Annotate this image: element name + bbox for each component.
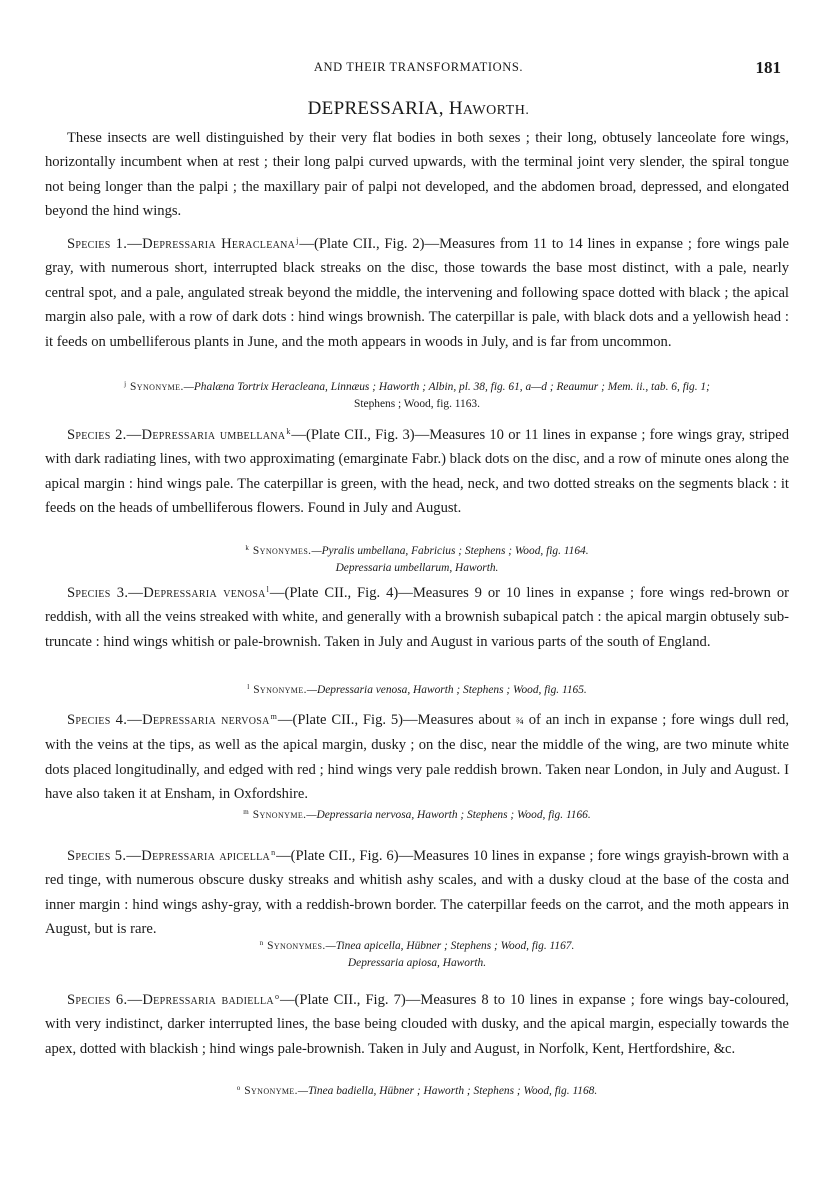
species-paragraph	[45, 841, 789, 942]
synonym-line: $^n$ Synonymes.—Tinea apicella, Hübner ; Stephens ; Wood, fig. 1167.	[259, 939, 575, 952]
footnote-ref: j	[296, 236, 299, 245]
species-entry	[45, 705, 789, 807]
species-paragraph	[45, 578, 789, 654]
running-head	[0, 58, 837, 80]
synonym-line: $^m$ Synonyme.—Depressaria nervosa, Haworth ; Stephens ; Wood, fig. 1166.	[243, 808, 591, 821]
synonym-line: $^j$ Synonyme.—Phalæna Tortrix Heracleana, Linnæus ; Haworth ; Albin, pl. 38, fig. 61, a—d ; Reaumur ; Mem. ii., tab. 6, fig. 1;	[124, 380, 710, 393]
genus-name: DEPRESSARIA,	[307, 98, 444, 119]
species-entry	[45, 985, 789, 1061]
species-entry	[45, 420, 789, 521]
synonym-footnote	[45, 376, 789, 413]
species-description: —(Plate CII., Fig. 5)—Measures about	[277, 712, 516, 728]
species-description: —(Plate CII., Fig. 6)—Measures 10 lines in expanse ; fore wings grayish-brown with a red tinge, with numerous obscure dusky streaks and whitish ashy scales, and with a dusky cloud at the base of the costa and inner margin : hind wings ashy-gray, with a reddish-brown border. The caterpillar feeds on the carrot, and the moth appears in August, but is rare.	[45, 848, 789, 938]
footnote-ref: k	[286, 427, 291, 436]
species-paragraph	[45, 420, 789, 521]
species-entry	[45, 578, 789, 654]
footnote-ref: o	[274, 992, 279, 1001]
fraction: ¾	[515, 715, 524, 727]
synonym-footnote	[45, 679, 789, 699]
genus-author: HAWORTH.	[448, 98, 530, 119]
species-description: —(Plate CII., Fig. 3)—Measures 10 or 11 lines in expanse ; fore wings gray, striped with dark radiating lines, with two approximating (emarginate Fabr.) black dots on the disc, and a row of minute ones along the apical margin : hind wings pale. The caterpillar is green, with the head, neck, and two dotted streaks on the segments black : it feeds on the heads of umbelliferous flowers. Found in July and August.	[45, 427, 789, 517]
synonym-footnote	[45, 935, 789, 972]
footnote-ref: l	[266, 585, 269, 594]
synonym-line-2: Stephens ; Wood, fig. 1163.	[354, 398, 480, 410]
species-heading: Species 4.—Depressaria nervosa	[67, 712, 270, 728]
footnote-ref: m	[270, 712, 277, 721]
synonym-line-2: Depressaria apiosa, Haworth.	[347, 957, 487, 969]
species-heading: Species 1.—Depressaria Heracleana	[67, 236, 296, 252]
synonym-line: $^o$ Synonyme.—Tinea badiella, Hübner ; Haworth ; Stephens ; Wood, fig. 1168.	[236, 1084, 598, 1097]
species-heading: Species 6.—Depressaria badiella	[67, 992, 274, 1008]
synonym-footnote	[45, 804, 789, 824]
species-description-cont: of an inch in expanse ; fore wings dull red, with the veins at the tips, as well as the apical margin, dusky ; on the disc, near the middle of the wing, are two minute white dots placed longitudinally, and edged with red ; hind wings very pale reddish brown. Taken near London, in July and August. I have also taken it at Ensham, in Oxfordshire.	[45, 712, 789, 803]
species-description: —(Plate CII., Fig. 2)—Measures from 11 to 14 lines in expanse ; fore wings pale gray, with numerous short, interrupted black streaks on the disc, those towards the base most distinct, with a pale, nearly central spot, and a pale, angulated streak beyond the middle, the intervening and following space dotted with black ; the apical margin also pale, with a row of dark dots : hind wings brownish. The caterpillar is pale, with black dots and a yellowish head : it feeds on umbelliferous plants in June, and the moth appears in woods in July, and is far from uncommon.	[45, 236, 789, 350]
species-entry	[45, 229, 789, 354]
species-paragraph	[45, 229, 789, 354]
species-heading: Species 3.—Depressaria venosa	[67, 585, 266, 601]
species-entry	[45, 841, 789, 942]
genus-heading	[0, 98, 837, 120]
running-head-title: AND THEIR TRANSFORMATIONS.	[313, 60, 524, 74]
synonym-footnote	[45, 1080, 789, 1100]
synonym-line-2: Depressaria umbellarum, Haworth.	[335, 562, 499, 574]
species-description: —(Plate CII., Fig. 7)—Measures 8 to 10 lines in expanse ; fore wings bay-coloured, with very indistinct, darker interrupted lines, the base being clouded with dusky, and the apical margin, especially towards the apex, dotted with blackish ; hind wings pale-brownish. Taken in July and August, in Norfolk, Kent, Hertfordshire, &c.	[45, 992, 789, 1057]
intro-block	[45, 126, 789, 224]
footnote-ref: n	[271, 848, 276, 857]
species-paragraph	[45, 705, 789, 807]
species-heading: Species 5.—Depressaria apicella	[67, 848, 271, 864]
species-description: —(Plate CII., Fig. 4)—Measures 9 or 10 lines in expanse ; fore wings red-brown or reddish, with all the veins streaked with white, and generally with a brownish subapical patch : the apical margin obtusely sub-truncate : hind wings whitish or pale-brownish. Taken in July and August in various parts of the south of England.	[45, 585, 790, 650]
synonym-line: $^k$ Synonymes.—Pyralis umbellana, Fabricius ; Stephens ; Wood, fig. 1164.	[245, 544, 589, 557]
intro-paragraph: These insects are well distinguished by their very flat bodies in both sexes ; their long, obtusely lanceolate fore wings, horizontally incumbent when at rest ; their long palpi curved upwards, with the terminal joint very slender, the spiral tongue not being longer than the palpi ; the maxillary pair of palpi not developed, and the abdomen broad, depressed, and elongated beyond the hind wings.	[45, 130, 789, 220]
page-number: 181	[755, 58, 781, 77]
species-heading: Species 2.—Depressaria umbellana	[67, 427, 286, 443]
synonym-line: $^l$ Synonyme.—Depressaria venosa, Haworth ; Stephens ; Wood, fig. 1165.	[247, 683, 587, 696]
species-paragraph	[45, 985, 789, 1061]
synonym-footnote	[45, 540, 789, 577]
